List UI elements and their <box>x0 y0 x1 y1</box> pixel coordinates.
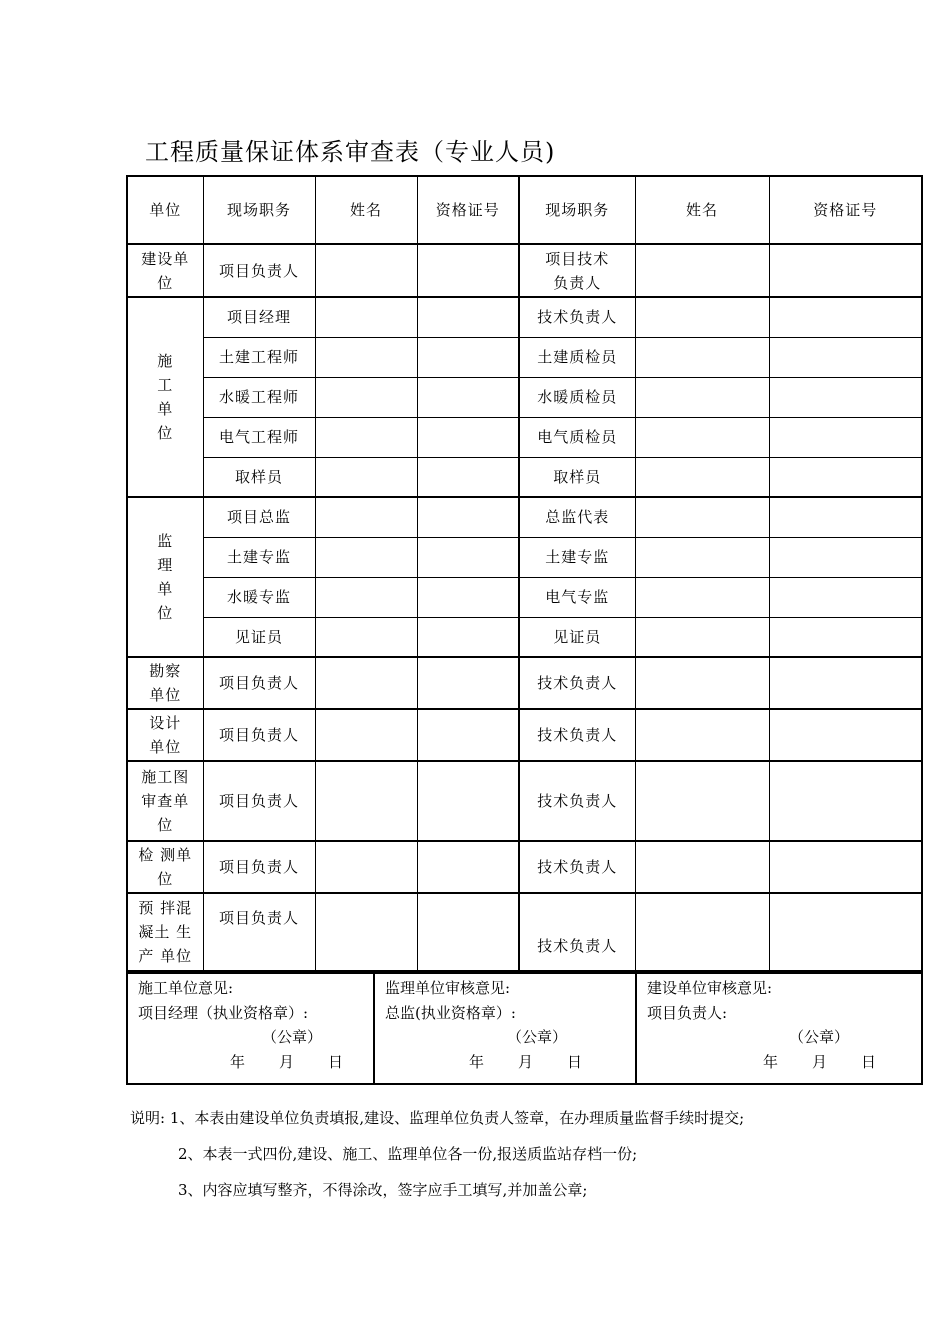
table-row <box>127 337 922 377</box>
cert-input-cell[interactable] <box>417 657 519 709</box>
name-input-cell[interactable] <box>635 417 769 457</box>
cert-input-cell[interactable] <box>769 457 922 497</box>
cert-input-cell[interactable] <box>769 244 922 297</box>
cert-input-cell[interactable] <box>769 893 922 971</box>
cert-input-cell[interactable] <box>417 537 519 577</box>
unit-jianshe: 建设单 位 <box>127 244 203 297</box>
post-right-cell: 电气专监 <box>519 577 635 617</box>
post-right-cell: 技术负责人 <box>519 893 635 971</box>
date-line: 年 月 日 <box>469 1052 583 1071</box>
cert-input-cell[interactable] <box>417 761 519 841</box>
official-seal-label: （公章） <box>507 1028 568 1046</box>
name-input-cell[interactable] <box>635 657 769 709</box>
header-cert-right: 资格证号 <box>769 176 922 244</box>
opinion-signer: 项目经理（执业资格章）: <box>138 1003 309 1022</box>
post-right-cell: 技术负责人 <box>519 841 635 893</box>
unit-shigong: 施 工 单 位 <box>127 297 203 497</box>
post-left-cell: 项目总监 <box>203 497 315 537</box>
name-input-cell[interactable] <box>315 297 417 337</box>
post-left-cell: 电气工程师 <box>203 417 315 457</box>
official-seal-label: （公章） <box>789 1028 850 1046</box>
name-input-cell[interactable] <box>635 761 769 841</box>
name-input-cell[interactable] <box>315 577 417 617</box>
post-left-cell: 水暖专监 <box>203 577 315 617</box>
name-input-cell[interactable] <box>635 709 769 761</box>
table-header-row <box>127 176 922 244</box>
cert-input-cell[interactable] <box>417 893 519 971</box>
name-input-cell[interactable] <box>635 377 769 417</box>
name-input-cell[interactable] <box>315 457 417 497</box>
post-right-cell: 电气质检员 <box>519 417 635 457</box>
cert-input-cell[interactable] <box>769 657 922 709</box>
post-left-cell: 项目经理 <box>203 297 315 337</box>
post-right-cell: 项目技术 负责人 <box>519 244 635 297</box>
unit-jianli: 监 理 单 位 <box>127 497 203 657</box>
name-input-cell[interactable] <box>315 244 417 297</box>
header-post-left: 现场职务 <box>203 176 315 244</box>
cert-input-cell[interactable] <box>417 841 519 893</box>
opinion-title: 施工单位意见: <box>138 979 234 997</box>
cert-input-cell[interactable] <box>769 297 922 337</box>
notes-section <box>130 1100 744 1208</box>
opinion-title: 建设单位审核意见: <box>647 979 773 997</box>
cert-input-cell[interactable] <box>769 577 922 617</box>
unit-kancha: 勘察 单位 <box>127 657 203 709</box>
table-row <box>127 577 922 617</box>
post-left-cell: 项目负责人 <box>203 244 315 297</box>
post-left-cell: 水暖工程师 <box>203 377 315 417</box>
table-row-jiance <box>127 841 922 893</box>
unit-yuban: 预 拌混 凝土 生 产 单位 <box>127 893 203 971</box>
name-input-cell[interactable] <box>315 377 417 417</box>
opinion-title: 监理单位审核意见: <box>385 979 511 997</box>
table-row-jianshe <box>127 244 922 297</box>
table-row <box>127 377 922 417</box>
post-left-cell: 项目负责人 <box>203 761 315 841</box>
post-left-cell: 项目负责人 <box>203 709 315 761</box>
table-row-kancha <box>127 657 922 709</box>
table-row <box>127 497 922 537</box>
table-row-sheji <box>127 709 922 761</box>
table-row-shentu <box>127 761 922 841</box>
cert-input-cell[interactable] <box>769 377 922 417</box>
table-row <box>127 537 922 577</box>
opinion-jianshe[interactable] <box>636 973 922 1084</box>
name-input-cell[interactable] <box>635 297 769 337</box>
name-input-cell[interactable] <box>635 577 769 617</box>
note-item-1: 说明: 1、本表由建设单位负责填报,建设、监理单位负责人签章，在办理质量监督手续时提交; <box>130 1109 745 1127</box>
post-right-cell: 技术负责人 <box>519 297 635 337</box>
cert-input-cell[interactable] <box>769 537 922 577</box>
cert-input-cell[interactable] <box>769 709 922 761</box>
post-right-cell: 见证员 <box>519 617 635 657</box>
post-left-cell: 项目负责人 <box>203 657 315 709</box>
official-seal-label: （公章） <box>262 1028 323 1046</box>
name-input-cell[interactable] <box>635 497 769 537</box>
name-input-cell[interactable] <box>315 337 417 377</box>
table-row <box>127 297 922 337</box>
opinion-signer: 总监(执业资格章）: <box>385 1003 516 1022</box>
cert-input-cell[interactable] <box>769 497 922 537</box>
name-input-cell[interactable] <box>315 617 417 657</box>
unit-shentu: 施工图 审查单 位 <box>127 761 203 841</box>
post-right-cell: 水暖质检员 <box>519 377 635 417</box>
cert-input-cell[interactable] <box>417 497 519 537</box>
name-input-cell[interactable] <box>315 761 417 841</box>
cert-input-cell[interactable] <box>417 709 519 761</box>
name-input-cell[interactable] <box>315 417 417 457</box>
name-input-cell[interactable] <box>315 657 417 709</box>
page-title: 工程质量保证体系审查表（专业人员) <box>145 138 556 166</box>
post-right-cell: 技术负责人 <box>519 657 635 709</box>
post-left-cell: 见证员 <box>203 617 315 657</box>
name-input-cell[interactable] <box>315 893 417 971</box>
header-name-right: 姓名 <box>635 176 769 244</box>
post-left-cell: 取样员 <box>203 457 315 497</box>
date-line: 年 月 日 <box>230 1052 344 1071</box>
post-right-cell: 技术负责人 <box>519 709 635 761</box>
cert-input-cell[interactable] <box>417 577 519 617</box>
opinion-table <box>126 972 923 1085</box>
cert-input-cell[interactable] <box>769 337 922 377</box>
cert-input-cell[interactable] <box>769 761 922 841</box>
name-input-cell[interactable] <box>635 841 769 893</box>
name-input-cell[interactable] <box>635 893 769 971</box>
header-name-left: 姓名 <box>315 176 417 244</box>
post-right-cell: 土建专监 <box>519 537 635 577</box>
cert-input-cell[interactable] <box>417 617 519 657</box>
unit-jiance: 检 测单 位 <box>127 841 203 893</box>
note-item-2: 2、本表一式四份,建设、施工、监理单位各一份,报送质监站存档一份; <box>178 1145 638 1163</box>
name-input-cell[interactable] <box>315 841 417 893</box>
post-left-cell: 项目负责人 <box>203 893 315 971</box>
name-input-cell[interactable] <box>635 244 769 297</box>
opinion-signer: 项目负责人: <box>647 1003 728 1022</box>
cert-input-cell[interactable] <box>769 841 922 893</box>
opinion-shigong[interactable] <box>127 973 374 1084</box>
cert-input-cell[interactable] <box>417 417 519 457</box>
cert-input-cell[interactable] <box>769 417 922 457</box>
cert-input-cell[interactable] <box>417 337 519 377</box>
post-right-cell: 土建质检员 <box>519 337 635 377</box>
cert-input-cell[interactable] <box>417 457 519 497</box>
table-row <box>127 417 922 457</box>
unit-sheji: 设计 单位 <box>127 709 203 761</box>
table-row-yuban <box>127 893 922 971</box>
name-input-cell[interactable] <box>315 709 417 761</box>
opinion-jianli[interactable] <box>374 973 636 1084</box>
name-input-cell[interactable] <box>635 617 769 657</box>
name-input-cell[interactable] <box>315 537 417 577</box>
cert-input-cell[interactable] <box>417 244 519 297</box>
header-unit: 单位 <box>127 176 203 244</box>
post-left-cell: 项目负责人 <box>203 841 315 893</box>
post-right-cell: 技术负责人 <box>519 761 635 841</box>
post-left-cell: 土建专监 <box>203 537 315 577</box>
name-input-cell[interactable] <box>635 457 769 497</box>
cert-input-cell[interactable] <box>769 617 922 657</box>
post-right-cell: 取样员 <box>519 457 635 497</box>
table-row <box>127 457 922 497</box>
date-line: 年 月 日 <box>763 1052 877 1071</box>
cert-input-cell[interactable] <box>417 377 519 417</box>
name-input-cell[interactable] <box>635 537 769 577</box>
personnel-table <box>126 175 923 972</box>
header-post-right: 现场职务 <box>519 176 635 244</box>
post-right-cell: 总监代表 <box>519 497 635 537</box>
post-left-cell: 土建工程师 <box>203 337 315 377</box>
note-item-3: 3、内容应填写整齐，不得涂改，签字应手工填写,并加盖公章; <box>178 1181 588 1199</box>
name-input-cell[interactable] <box>315 497 417 537</box>
cert-input-cell[interactable] <box>417 297 519 337</box>
name-input-cell[interactable] <box>635 337 769 377</box>
header-cert-left: 资格证号 <box>417 176 519 244</box>
table-row <box>127 617 922 657</box>
